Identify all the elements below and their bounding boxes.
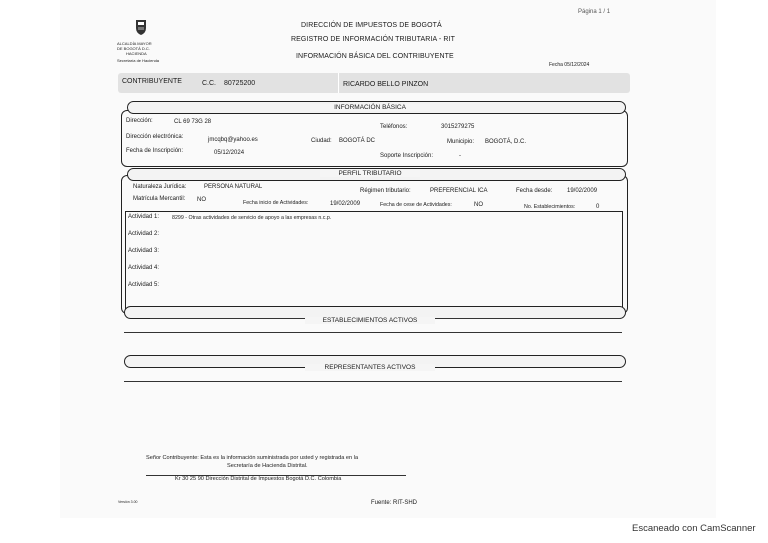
establecimientos-rule-bottom (124, 332, 622, 333)
cese-label: Fecha de cese de Actividades: (380, 202, 452, 208)
logo-text-2: DE BOGOTÁ D.C. (117, 46, 150, 51)
fecha-desde-label: Fecha desde: (516, 188, 553, 194)
perfil-tributario-title: PERFIL TRIBUTARIO (320, 170, 420, 177)
email-label: Dirección electrónica: (126, 134, 184, 140)
fuente-text: Fuente: RIT-SHD (371, 500, 418, 506)
footer-line-3: Kr 30 25 90 Dirección Distrital de Impuestos Bogotá D.C. Colombia (175, 476, 342, 482)
page-number: Página 1 / 1 (578, 9, 611, 15)
actividades-box (125, 211, 623, 309)
fecha-inscripcion-value: 05/12/2024 (214, 150, 245, 156)
ciudad-value: BOGOTÁ DC (339, 138, 376, 144)
telefonos-label: Teléfonos: (380, 124, 408, 130)
doc-number: 80725200 (224, 80, 256, 87)
doc-title-1: DIRECCIÓN DE IMPUESTOS DE BOGOTÁ (301, 22, 442, 29)
print-date: Fecha 05/12/2024 (549, 62, 590, 68)
inicio-value: 19/02/2009 (330, 201, 361, 207)
representantes-rule-bottom (124, 381, 622, 382)
naturaleza-label: Naturaleza Jurídica: (133, 184, 187, 190)
matricula-value: NO (197, 197, 206, 203)
municipio-label: Municipio: (447, 139, 475, 145)
camscanner-watermark: Escaneado con CamScanner (632, 523, 756, 534)
actividad-4-label: Actividad 4: (128, 265, 160, 271)
cese-value: NO (474, 202, 483, 208)
regimen-label: Régimen tributario: (360, 188, 411, 194)
soporte-label: Soporte Inscripción: (380, 153, 434, 159)
actividad-3-label: Actividad 3: (128, 248, 160, 254)
fecha-inscripcion-label: Fecha de Inscripción: (126, 148, 184, 154)
ciudad-label: Ciudad: (311, 138, 332, 144)
direccion-label: Dirección: (126, 118, 153, 124)
municipio-value: BOGOTÁ, D.C. (485, 139, 527, 145)
logo-text-1: ALCALDÍA MAYOR (117, 41, 152, 46)
actividad-1-label: Actividad 1: (128, 214, 160, 220)
actividad-1-value: 8299 - Otras actividades de servicio de apoyo a las empresas n.c.p. (172, 215, 332, 221)
info-basica-title: INFORMACIÓN BÁSICA (310, 104, 430, 111)
establecimientos-value: 0 (596, 204, 600, 210)
representantes-title: REPRESENTANTES ACTIVOS (305, 364, 435, 371)
direccion-value: CL 69 73G 28 (174, 119, 212, 125)
doc-title-2: REGISTRO DE INFORMACIÓN TRIBUTARIA - RIT (291, 36, 455, 43)
establecimientos-label: No. Establecimientos: (524, 204, 576, 210)
soporte-value: - (459, 153, 461, 159)
actividad-2-label: Actividad 2: (128, 231, 160, 237)
contribuyente-label: CONTRIBUYENTE (122, 78, 182, 85)
logo-text-4: Secretaría de Hacienda (117, 58, 160, 63)
email-value: jmcqbq@yahoo.es (208, 137, 258, 143)
doc-title-3: INFORMACIÓN BÁSICA DEL CONTRIBUYENTE (296, 53, 454, 60)
doc-type: C.C. (202, 80, 216, 87)
fecha-desde-value: 19/02/2009 (567, 188, 598, 194)
inicio-label: Fecha inicio de Actividades: (243, 200, 309, 206)
telefonos-value: 3015279275 (441, 124, 475, 130)
establecimientos-title: ESTABLECIMIENTOS ACTIVOS (305, 317, 435, 324)
matricula-label: Matrícula Mercantil: (133, 196, 186, 202)
version-text: Versión 3.00 (118, 500, 138, 504)
footer-line-2: Secretaría de Hacienda Distrital. (227, 463, 308, 469)
regimen-value: PREFERENCIAL ICA (430, 188, 488, 194)
contribuyente-divider (338, 73, 339, 93)
naturaleza-value: PERSONA NATURAL (204, 184, 263, 190)
actividad-5-label: Actividad 5: (128, 282, 160, 288)
bogota-coat-of-arms-icon (134, 18, 148, 36)
footer-line-1: Señor Contribuyente: Esta es la información suministrada por usted y registrada en la (146, 455, 359, 461)
logo-text-3: HACIENDA (126, 51, 147, 56)
taxpayer-name: RICARDO BELLO PINZON (343, 81, 429, 88)
